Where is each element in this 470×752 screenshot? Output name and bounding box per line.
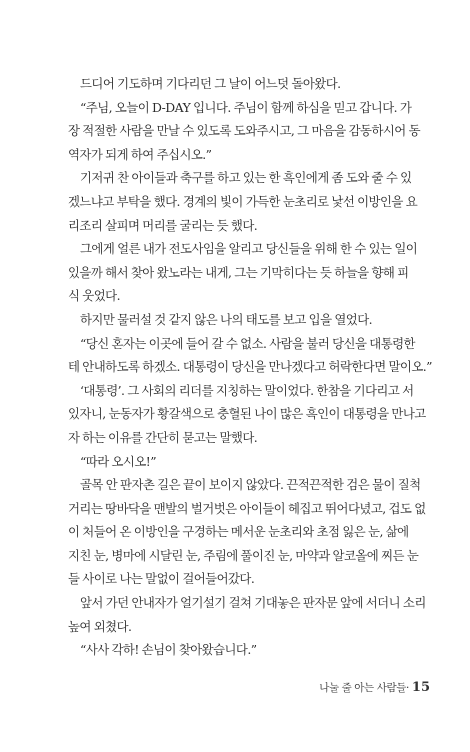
- paragraph: [68, 237, 418, 308]
- text-line: 테 안내하도록 하겠소. 대통령이 당신을 만나겠다고 허락한다면 말이오.”: [68, 359, 432, 375]
- text-line: 골목 안 판자촌 길은 끝이 보이지 않았다. 끈적끈적한 검은 물이 질척: [80, 477, 421, 493]
- text-line: 겠느냐고 부탁을 했다. 경계의 빛이 가득한 눈초리로 낯선 이방인을 요: [68, 193, 418, 209]
- text-line: 들 사이로 나는 말없이 걸어들어갔다.: [68, 571, 255, 587]
- text-line: 그에게 얼른 내가 전도사임을 알리고 당신들을 위해 한 수 있는 일이: [80, 241, 418, 257]
- paragraph: [68, 332, 432, 379]
- running-title: 나눌 줄 아는 사람들·: [319, 682, 409, 694]
- text-line: 이 처들어 온 이방인을 구경하는 메서운 눈초리와 초점 잃은 눈, 삶에: [68, 524, 409, 540]
- text-line: “주님, 오늘이 D-DAY 입니다. 주님이 함께 하심을 믿고 갑니다. 가: [80, 99, 412, 115]
- text-line: 장 적절한 사람을 만날 수 있도록 도와주시고, 그 마음을 감동하시어 동: [68, 123, 421, 139]
- text-line: 있을까 해서 찾아 왔노라는 내게, 그는 기막히다는 듯 하늘을 향해 피: [68, 264, 409, 280]
- text-line: 있자니, 눈동자가 황갈색으로 충혈된 나이 많은 흑인이 대통령을 만나고: [68, 406, 426, 422]
- paragraph: [68, 96, 421, 167]
- page-footer: [0, 680, 430, 695]
- text-line: 드디어 기도하며 기다리던 그 날이 어느덧 돌아왔다.: [80, 76, 341, 91]
- paragraph: [68, 379, 426, 450]
- text-line: “따라 오시오!”: [80, 453, 156, 469]
- paragraph: [68, 166, 418, 237]
- text-line: 역자가 되게 하여 주십시오.”: [68, 146, 212, 162]
- text-line: 자 하는 이유를 간단히 묻고는 말했다.: [68, 429, 258, 445]
- text-line: 높여 외쳤다.: [68, 618, 132, 634]
- text-line: 지친 눈, 병마에 시달린 눈, 주림에 풀이진 눈, 마약과 알코올에 찌든 눈: [68, 547, 419, 563]
- paragraph: [68, 308, 410, 332]
- text-line: 거리는 땅바닥을 맨발의 벌거벗은 아이들이 헤집고 뛰어다녔고, 겁도 없: [68, 500, 426, 516]
- text-line: 하지만 물러설 것 같지 않은 나의 태도를 보고 입을 열었다.: [80, 311, 373, 327]
- paragraph: [68, 473, 426, 591]
- paragraph: [68, 72, 410, 96]
- text-line: 기저귀 찬 아이들과 축구를 하고 있는 한 흑인에게 좀 도와 줄 수 있: [80, 170, 412, 186]
- text-line: “당신 혼자는 이곳에 들어 갈 수 없소. 사람을 불러 당신을 대통령한: [80, 335, 415, 351]
- text-line: “사사 각하! 손님이 찾아왔습니다.”: [80, 642, 257, 658]
- text-line: 리조리 살피며 머리를 굴리는 듯 했다.: [68, 217, 258, 233]
- text-line: ‘대통령’. 그 사회의 리더를 지칭하는 말이었다. 한참을 기다리고 서: [80, 382, 414, 398]
- text-line: 식 웃었다.: [68, 288, 120, 304]
- text-line: 앞서 가던 안내자가 얼기설기 걸쳐 기대놓은 판자문 앞에 서더니 소리: [80, 595, 426, 611]
- body-text: [68, 72, 432, 662]
- paragraph: [68, 591, 426, 638]
- paragraph: [68, 450, 410, 474]
- paragraph: [68, 638, 410, 662]
- page-number: 15: [411, 680, 430, 695]
